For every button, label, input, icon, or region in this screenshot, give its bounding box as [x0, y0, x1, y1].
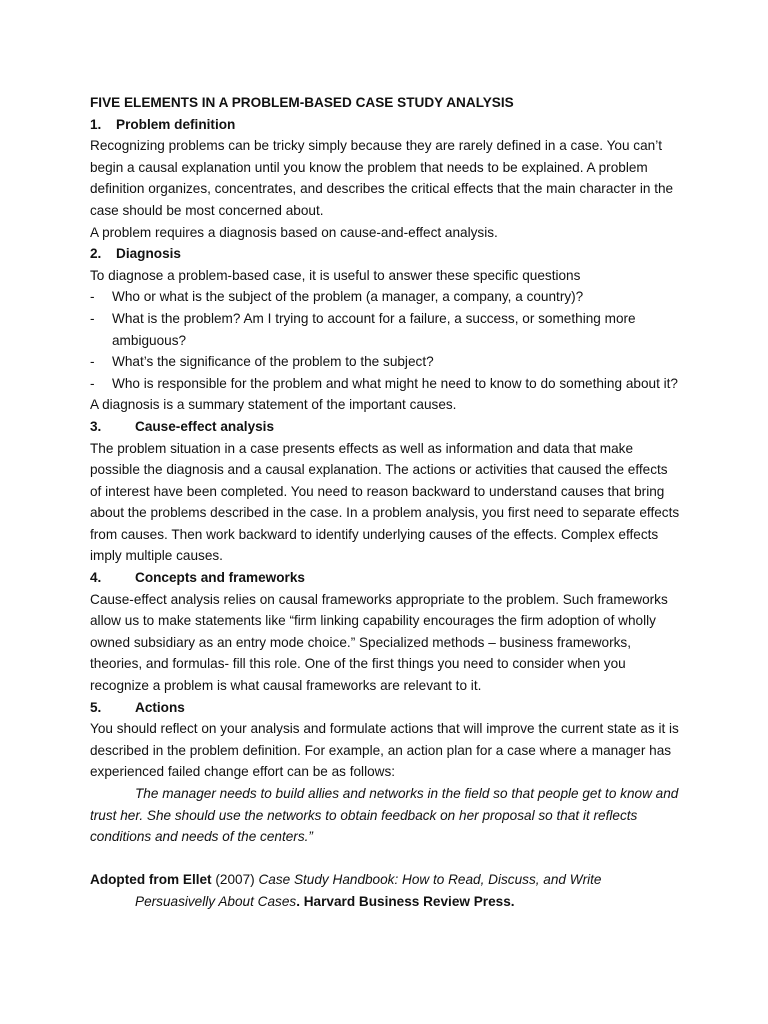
paragraph: Cause-effect analysis relies on causal frameworks appropriate to the problem. Such frameworks allow us to make statements like “firm linking capability encourages the firm adoption of wholly owned subsidiary as an entry mode choice.” Specialized methods – business frameworks, theories, and formulas- fill this role. One of the first things you need to consider when you recognize a problem is what causal frameworks are relevant to it.: [90, 591, 668, 694]
citation-prefix: Adopted from Ellet: [90, 872, 212, 888]
list-item-text: What’s the significance of the problem to the subject?: [112, 354, 434, 370]
citation-year: (2007): [211, 872, 259, 888]
section-number: 2.: [90, 246, 102, 262]
bullet-dash: -: [90, 354, 95, 370]
list-item: [90, 286, 680, 308]
list-item-text: Who or what is the subject of the problem (a manager, a company, a country)?: [112, 289, 584, 305]
source-citation: [90, 869, 680, 912]
citation-publisher: . Harvard Business Review Press.: [296, 893, 515, 909]
paragraph: You should reflect on your analysis and formulate actions that will improve the current state as it is described in the problem definition. For example, an action plan for a case where a manager has experienced failed change effort can be as follows:: [90, 721, 679, 780]
bullet-dash: -: [90, 289, 95, 305]
bullet-dash: -: [90, 310, 95, 326]
section-number: 4.: [90, 570, 102, 586]
section-heading-diagnosis: [90, 243, 680, 265]
paragraph: To diagnose a problem-based case, it is useful to answer these specific questions: [90, 267, 581, 283]
paragraph: A diagnosis is a summary statement of the important causes.: [90, 397, 457, 413]
section-heading-cause-effect-analysis: [90, 416, 680, 438]
list-item-text: What is the problem? Am I trying to account for a failure, a success, or something more ambiguous?: [112, 310, 636, 348]
example-quote: The manager needs to build allies and networks in the field so that people get to know and trust her. She should use the networks to obtain feedback on her proposal so that it reflects conditions and needs of the centers.”: [90, 786, 679, 845]
citation-book-title: Case Study Handbook: How to Read, Discuss, and Write Persuasivelly About Cases: [135, 872, 602, 909]
section-number: 1.: [90, 116, 102, 132]
section-title: Concepts and frameworks: [135, 570, 305, 586]
section-title: Problem definition: [116, 116, 236, 132]
document-title: FIVE ELEMENTS IN A PROBLEM-BASED CASE STUDY ANALYSIS: [90, 95, 514, 110]
list-item: [90, 351, 680, 373]
paragraph: A problem requires a diagnosis based on cause-and-effect analysis.: [90, 224, 498, 240]
section-heading-problem-definition: [90, 114, 680, 136]
section-number: 3.: [90, 418, 102, 434]
document-body: [90, 92, 680, 913]
list-item: [90, 308, 680, 351]
list-item: [90, 373, 680, 395]
section-title: Diagnosis: [116, 246, 181, 262]
section-number: 5.: [90, 699, 102, 715]
paragraph: The problem situation in a case presents effects as well as information and data that make possible the diagnosis and a causal explanation. The actions or activities that caused the effects of interest have been completed. You need to reason backward to understand causes that bring about the problems described in the case. In a problem analysis, you first need to separate effects from causes. Then work backward to identify underlying causes of the effects. Complex effects imply multiple causes.: [90, 440, 680, 564]
bullet-dash: -: [90, 375, 95, 391]
section-heading-concepts-and-frameworks: [90, 567, 680, 589]
paragraph: Recognizing problems can be tricky simply because they are rarely defined in a case. You can’t begin a causal explanation until you know the problem that needs to be explained. A problem definition organizes, concentrates, and describes the critical effects that the main character in the case should be most concerned about.: [90, 138, 674, 218]
section-title: Actions: [135, 699, 185, 715]
section-title: Cause-effect analysis: [135, 418, 275, 434]
section-heading-actions: [90, 697, 680, 719]
list-item-text: Who is responsible for the problem and what might he need to know to do something about it?: [112, 375, 678, 391]
